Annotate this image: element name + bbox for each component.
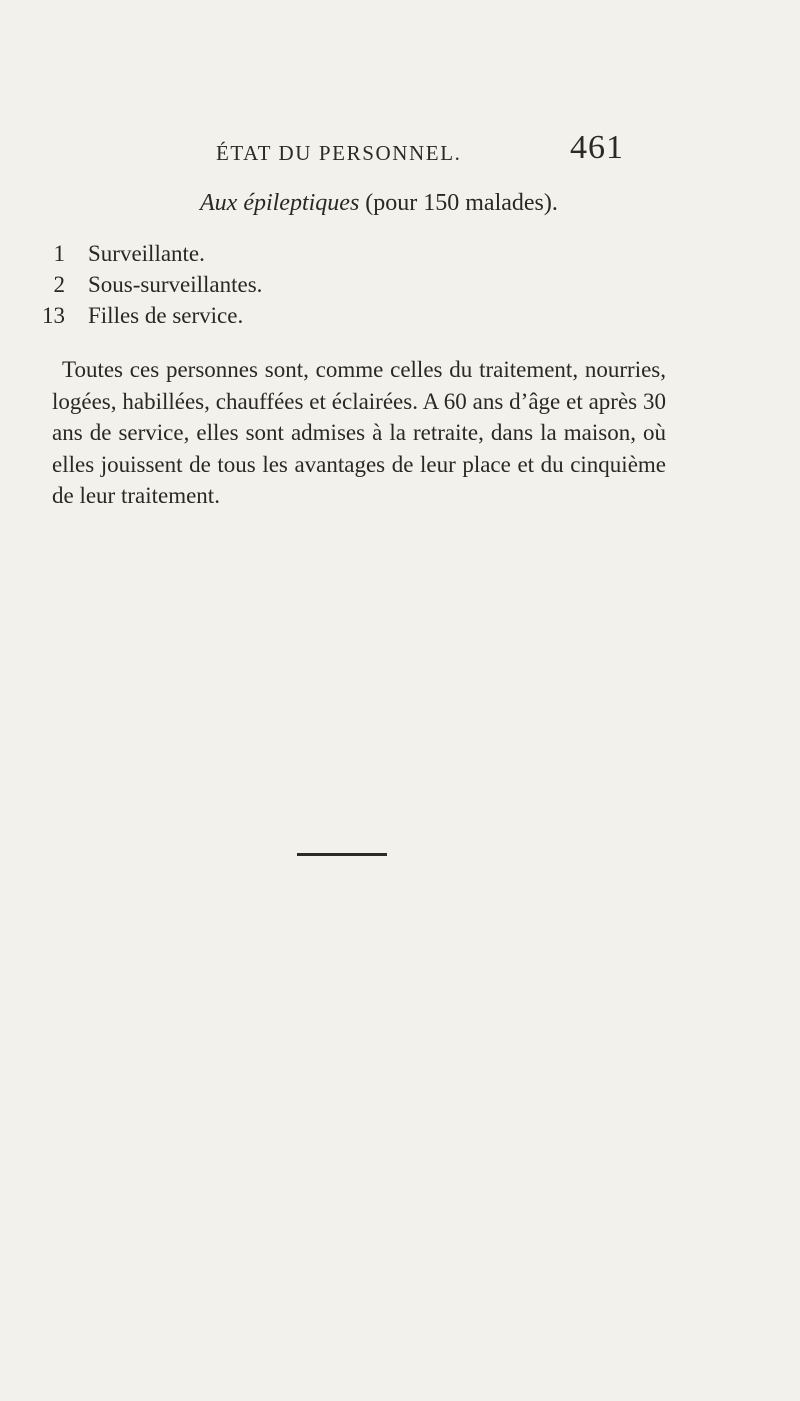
- running-head: ÉTAT DU PERSONNEL.: [216, 141, 462, 165]
- staff-count: 13: [42, 303, 65, 328]
- body-paragraph: Toutes ces personnes sont, comme celles du traitement, nourries, logées, habillées, chauffées et éclairées. A 60 ans d’âge et après 30 ans de service, elles sont admises à la retraite, dans la maison, où elles jouissent de tous les avantages de leur place et du cinquième de leur traitement.: [52, 357, 666, 508]
- section-title-rest: (pour 150 malades).: [365, 190, 558, 216]
- section-title: [200, 190, 558, 217]
- page-number: 461: [570, 129, 624, 166]
- staff-count: 1: [53, 241, 65, 266]
- section-title-italic: Aux épileptiques: [200, 190, 360, 216]
- section-divider-rule: [297, 853, 387, 856]
- staff-role: Filles de service.: [88, 303, 244, 328]
- staff-role: Surveillante.: [88, 241, 205, 266]
- staff-role: Sous-surveillantes.: [88, 272, 263, 297]
- staff-count: 2: [53, 272, 65, 297]
